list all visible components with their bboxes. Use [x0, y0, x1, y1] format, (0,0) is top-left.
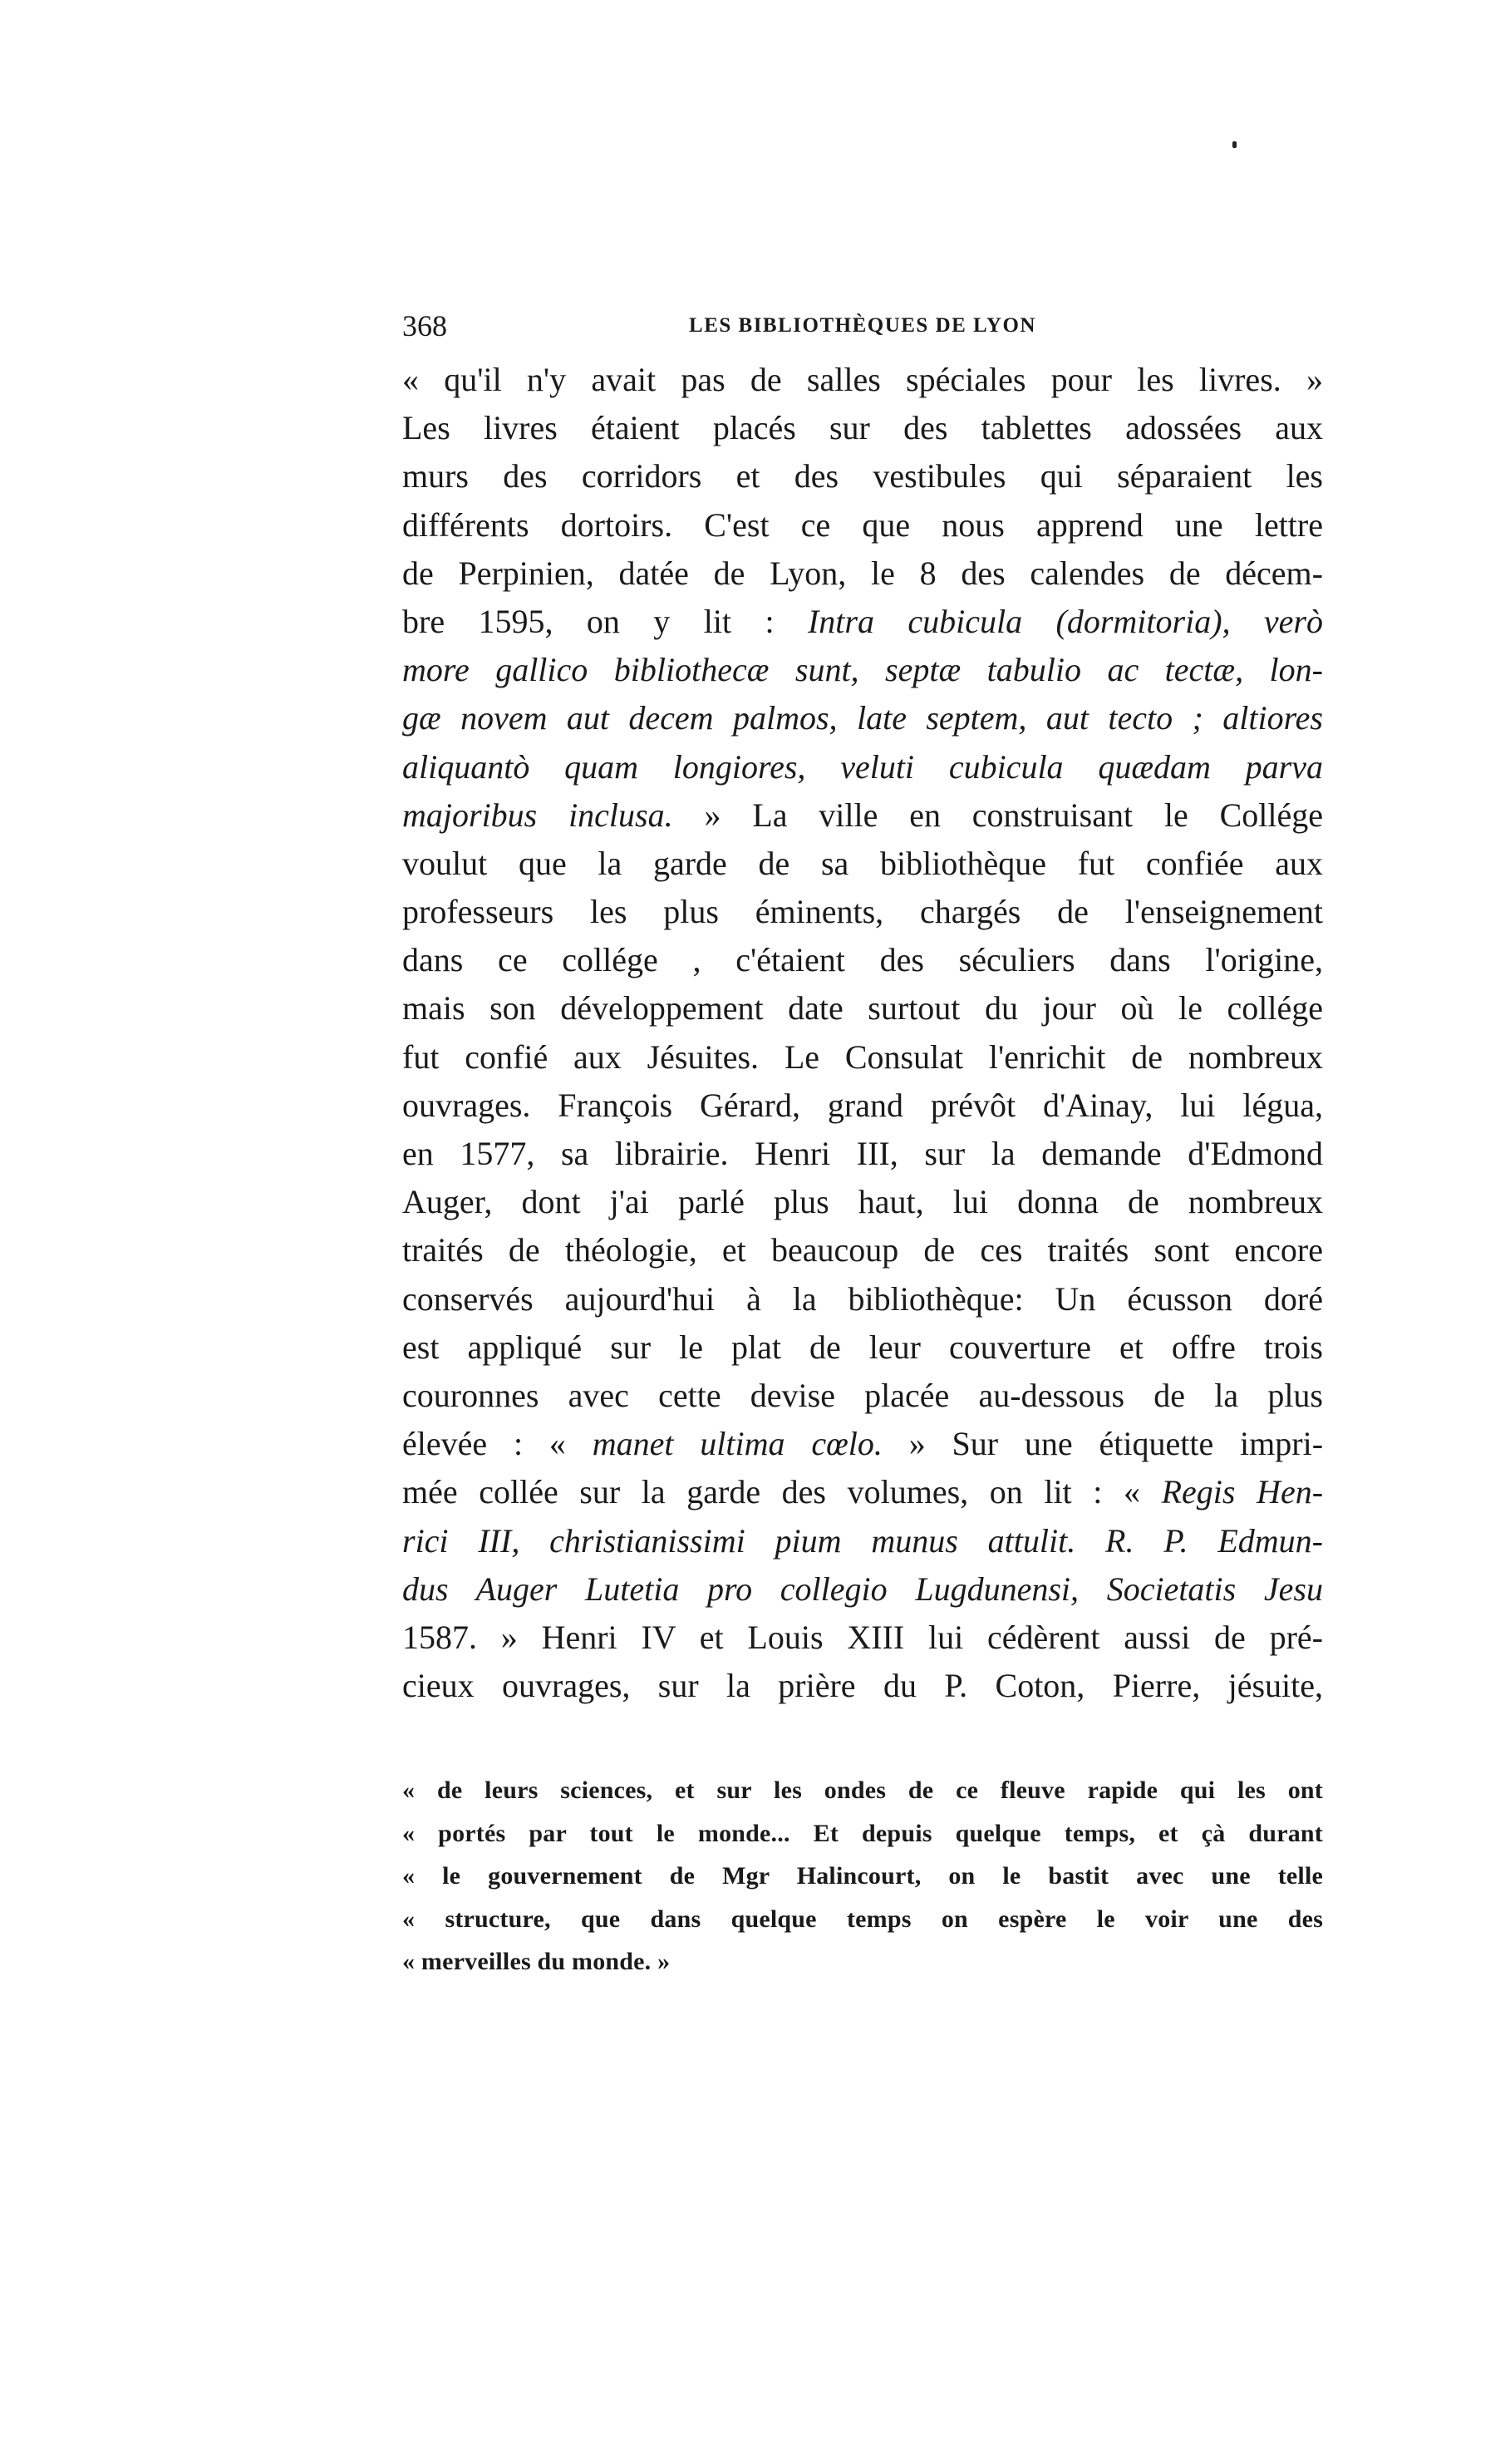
latin-quote: Intra cubicula (dormitoria), verò: [807, 602, 1323, 640]
text-line: traités de théologie, et beaucoup de ces traités sont encore: [402, 1231, 1323, 1269]
latin-quote-line: rici III, christianissimi pium munus attulit. R. P. Edmun-: [402, 1521, 1323, 1560]
latin-quote: manet ultima cœlo.: [592, 1425, 883, 1463]
text-line: murs des corridors et des vestibules qui séparaient les: [402, 457, 1323, 495]
text-line: Auger, dont j'ai parlé plus haut, lui donna de nombreux: [402, 1183, 1323, 1221]
text-line: [402, 598, 1323, 646]
text-line: dans ce collége , c'étaient des séculiers dans l'origine,: [402, 941, 1323, 979]
footnote-line: « structure, que dans quelque temps on espère le voir une des: [402, 1905, 1323, 1933]
text-line: mais son développement date surtout du jour où le collége: [402, 989, 1323, 1027]
text-segment: bre 1595, on y lit :: [402, 602, 775, 640]
latin-quote-line: dus Auger Lutetia pro collegio Lugdunensi, Societatis Jesu: [402, 1570, 1323, 1608]
latin-quote-line: gæ novem aut decem palmos, late septem, aut tecto ; altiores: [402, 699, 1323, 737]
text-segment: » Sur une étiquette impri-: [908, 1425, 1324, 1463]
text-line: voulut que la garde de sa bibliothèque fut confiée aux: [402, 844, 1323, 882]
text-line: différents dortoirs. C'est ce que nous apprend une lettre: [402, 505, 1323, 544]
text-line: en 1577, sa librairie. Henri III, sur la demande d'Edmond: [402, 1135, 1323, 1172]
body-text: [402, 356, 1323, 1710]
latin-quote-line: more gallico bibliothecæ sunt, septæ tabulio ac tectæ, lon-: [402, 651, 1323, 689]
page-header: [402, 306, 1323, 346]
footnote-line: « portés par tout le monde... Et depuis quelque temps, et çà durant: [402, 1819, 1323, 1847]
text-line: fut confié aux Jésuites. Le Consulat l'enrichit de nombreux: [402, 1037, 1323, 1076]
footnote-line: « de leurs sciences, et sur les ondes de ce fleuve rapide qui les ont: [402, 1777, 1323, 1804]
running-title: LES BIBLIOTHÈQUES DE LYON: [689, 314, 1036, 337]
text-line: conservés aujourd'hui à la bibliothèque: Un écusson doré: [402, 1279, 1323, 1318]
text-segment: mée collée sur la garde des volumes, on lit : «: [402, 1473, 1140, 1511]
text-line: couronnes avec cette devise placée au-dessous de la plus: [402, 1376, 1323, 1414]
footnote: [402, 1769, 1323, 1984]
latin-quote-line: aliquantò quam longiores, veluti cubicula quædam parva: [402, 747, 1323, 786]
latin-quote: majoribus inclusa.: [402, 796, 673, 834]
text-line: [402, 1420, 1323, 1468]
text-segment: élevée : «: [402, 1425, 566, 1463]
footnote-line: « le gouvernement de Mgr Halincourt, on le bastit avec une telle: [402, 1862, 1323, 1890]
footnote-line: « merveilles du monde. »: [402, 1948, 671, 1975]
text-line: « qu'il n'y avait pas de salles spéciales pour les livres. »: [402, 361, 1323, 398]
text-line: cieux ouvrages, sur la prière du P. Coton, Pierre, jésuite,: [402, 1667, 1323, 1705]
text-segment: » La ville en construisant le Collége: [704, 796, 1324, 834]
text-line: professeurs les plus éminents, chargés de l'enseignement: [402, 893, 1323, 931]
printing-speck: [1232, 141, 1237, 148]
text-line: 1587. » Henri IV et Louis XIII lui cédèrent aussi de pré-: [402, 1618, 1323, 1656]
text-line: [402, 791, 1323, 840]
text-line: Les livres étaient placés sur des tablettes adossées aux: [402, 409, 1323, 447]
text-line: ouvrages. François Gérard, grand prévôt d'Ainay, lui légua,: [402, 1086, 1323, 1124]
text-line: est appliqué sur le plat de leur couverture et offre trois: [402, 1328, 1323, 1366]
text-line: [402, 1468, 1323, 1516]
text-line: de Perpinien, datée de Lyon, le 8 des calendes de décem-: [402, 554, 1323, 592]
latin-quote: Regis Hen-: [1161, 1473, 1324, 1511]
page-number: 368: [402, 309, 447, 342]
